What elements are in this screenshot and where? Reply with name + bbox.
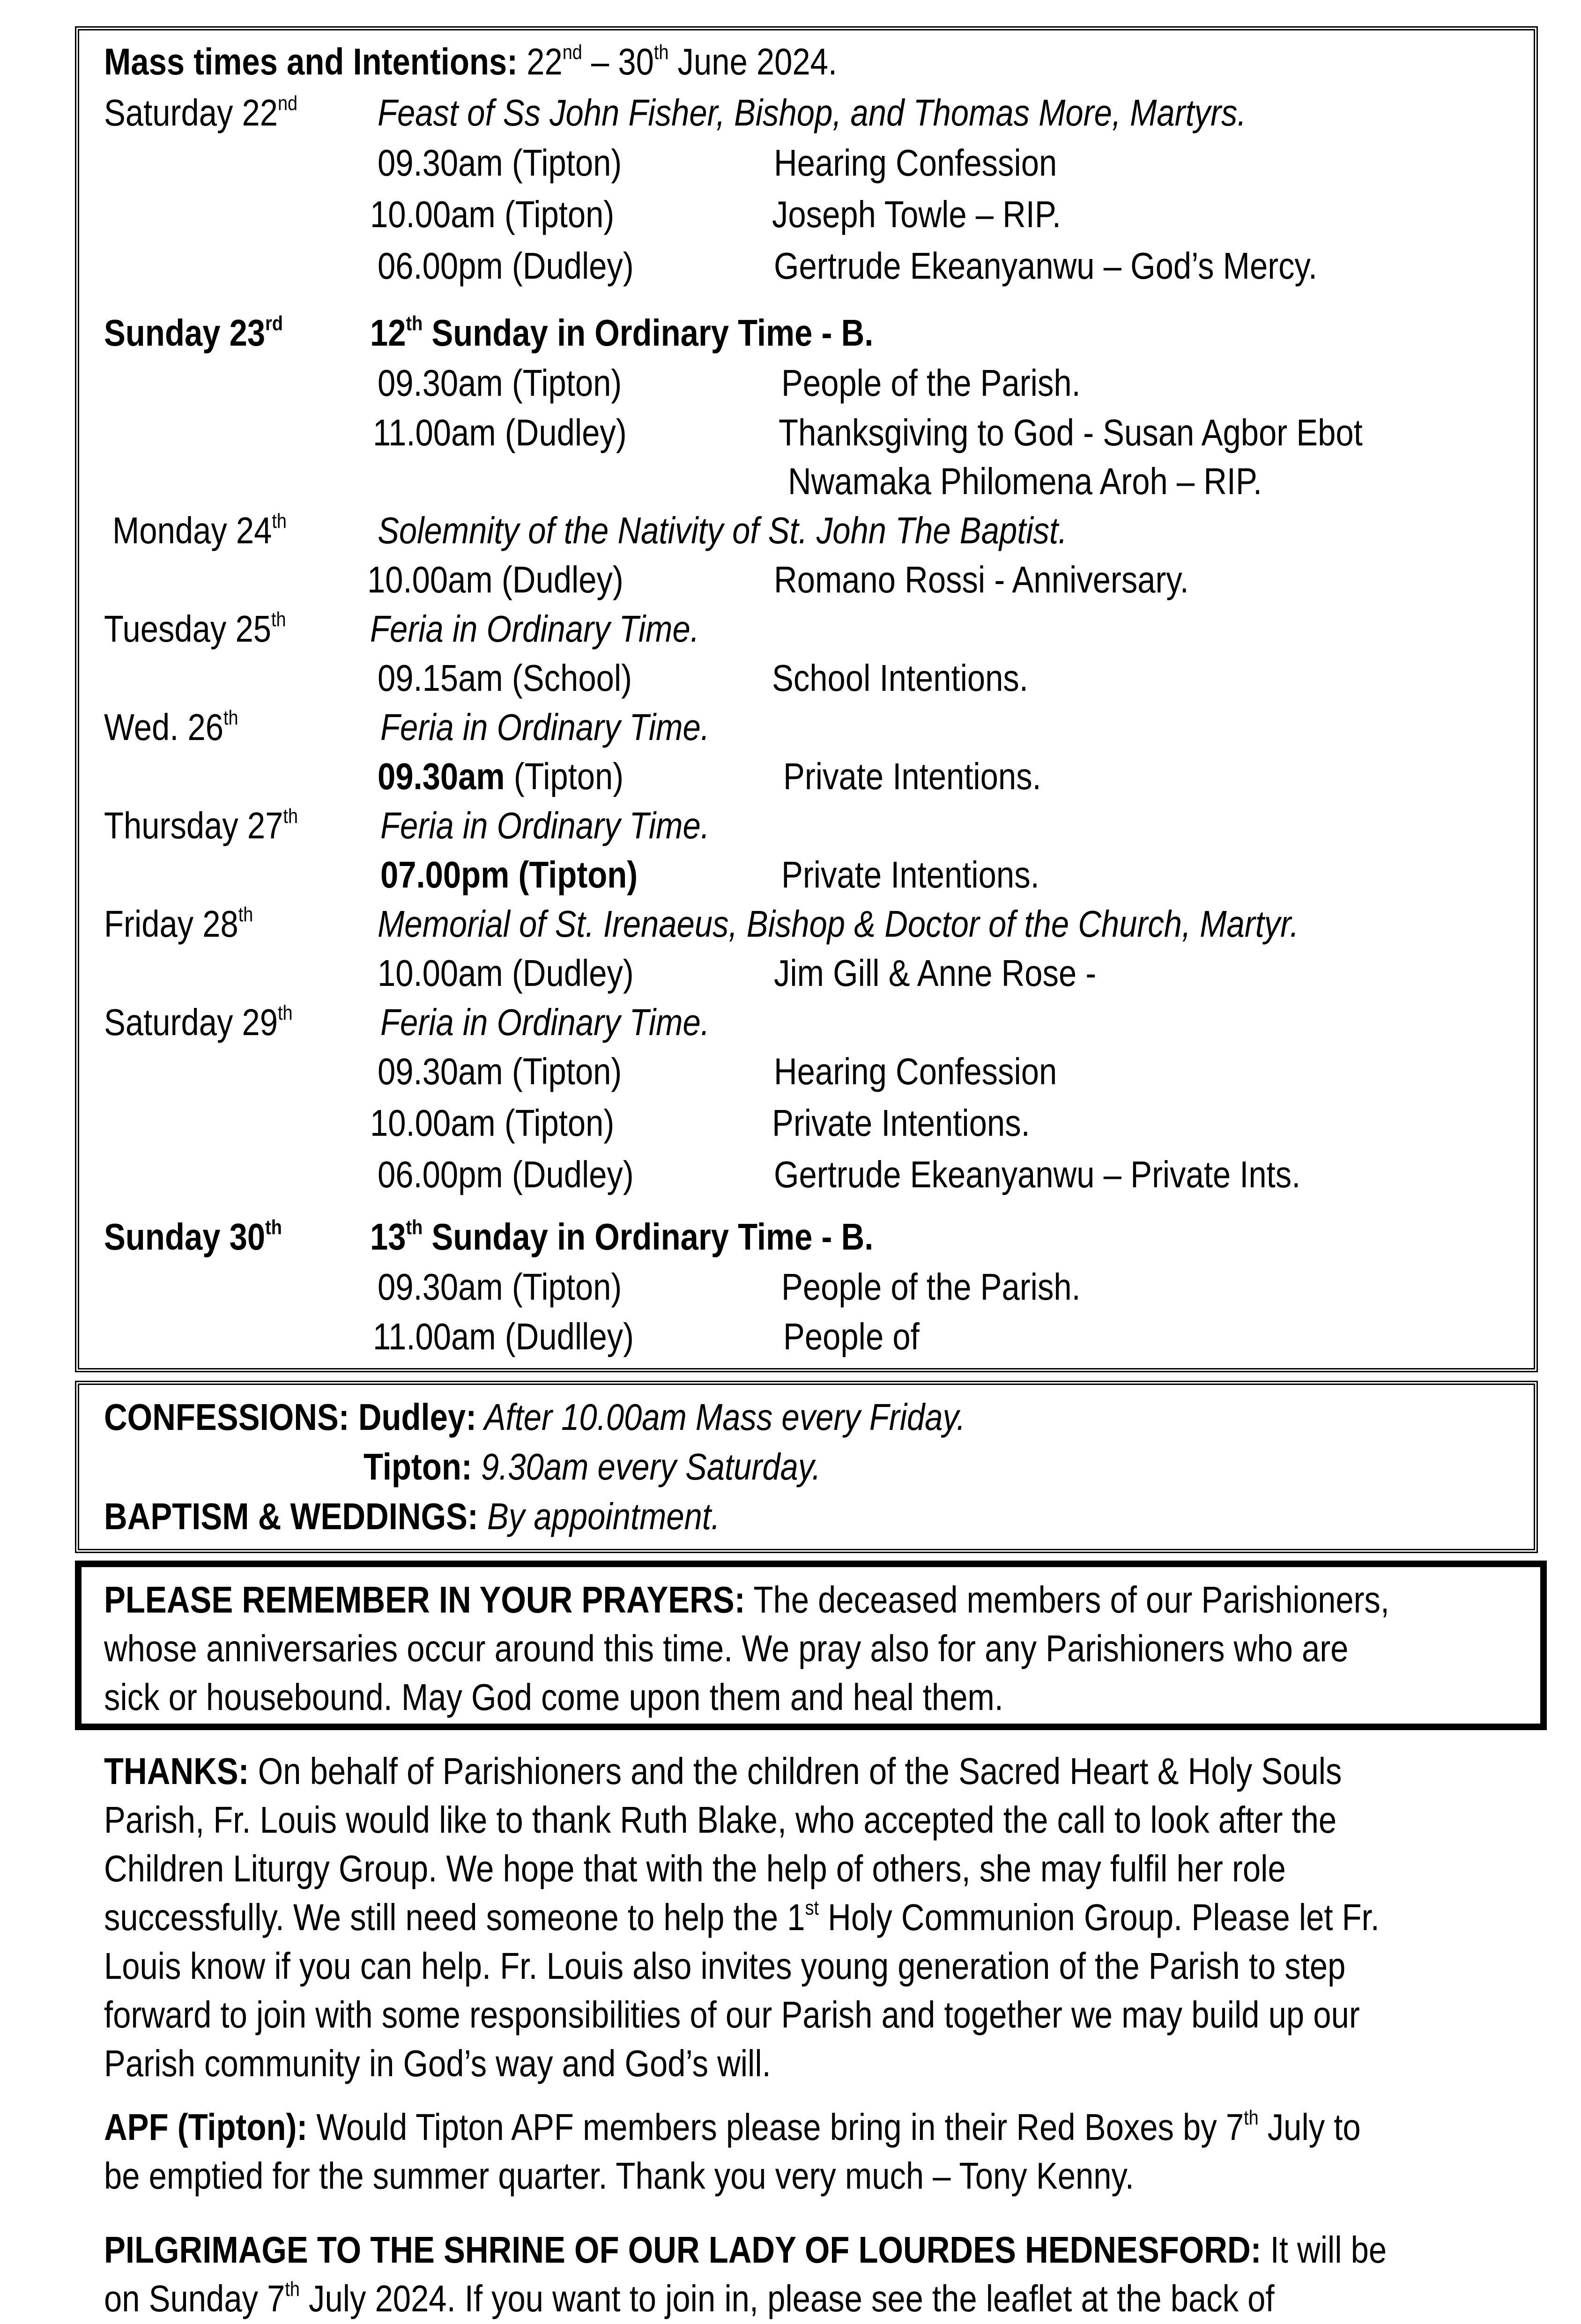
prayers-text: PLEASE REMEMBER IN YOUR PRAYERS: The deceased members of our Parishioners, whose anniversaries occur around this time. We pray also for any Parishioners who are sick or housebound. May God come upon them and heal them. [104,1579,1390,1718]
day-label: Friday 28th [104,903,253,945]
feast-title: Solemnity of the Nativity of St. John The Baptist. [378,510,1068,551]
day-label: Thursday 27th [104,805,298,846]
day-label: Sunday 30th [104,1216,282,1258]
day-label: Tuesday 25th [104,608,286,650]
mass-time: 10.00am (Dudley) [378,952,634,994]
day-label: Wed. 26th [104,706,238,748]
mass-intention: School Intentions. [772,657,1028,699]
mass-intention: Thanksgiving to God - Susan Agbor Ebot [779,412,1363,453]
mass-time: 11.00am (Dudley) [373,412,627,453]
feast-title: Feria in Ordinary Time. [380,1001,710,1043]
mass-intention: Private Intentions. [783,755,1041,797]
mass-time: 11.00am (Dudlley) [373,1316,634,1357]
baptism-line: BAPTISM & WEDDINGS: By appointment. [104,1495,720,1537]
mass-time: 09.15am (School) [378,657,632,699]
mass-time: 07.00pm (Tipton) [380,854,638,896]
mass-time: 09.30am (Tipton) [378,1266,622,1308]
confessions-line: CONFESSIONS: Dudley: After 10.00am Mass every Friday. [104,1396,965,1438]
mass-intention: Joseph Towle – RIP. [772,193,1061,235]
mass-time: 06.00pm (Dudley) [378,245,634,287]
mass-time: 09.30am (Tipton) [378,1051,622,1092]
mass-intention: Jim Gill & Anne Rose - [774,952,1097,994]
feast-title: Feria in Ordinary Time. [380,805,710,846]
mass-time: 09.30am (Tipton) [378,755,624,797]
mass-intention: Private Intentions. [781,854,1039,896]
mass-time: 09.30am (Tipton) [378,362,622,404]
mass-time: 10.00am (Dudley) [367,559,623,600]
mass-intention: Romano Rossi - Anniversary. [774,559,1189,600]
mass-intention: People of the Parish. [781,362,1081,404]
mass-intention: Gertrude Ekeanyanwu – Private Ints. [774,1154,1301,1195]
mass-time: 10.00am (Tipton) [370,193,615,235]
day-label: Sunday 23rd [104,312,283,354]
apf-paragraph: APF (Tipton): Would Tipton APF members please bring in their Red Boxes by 7th July to be emptied for the summer quarter. Thank you very much – Tony Kenny. [104,2106,1361,2197]
mass-intention: Hearing Confession [774,142,1057,184]
mass-intention: People of [783,1316,920,1357]
mass-time: 10.00am (Tipton) [370,1102,615,1144]
day-label: Monday 24th [112,510,287,551]
tipton-confessions-line: Tipton: 9.30am every Saturday. [364,1446,821,1488]
mass-intention: Gertrude Ekeanyanwu – God’s Mercy. [774,245,1317,287]
feast-title: 12th Sunday in Ordinary Time - B. [370,312,874,354]
day-label: Saturday 22nd [104,92,298,133]
mass-intention: People of the Parish. [781,1266,1081,1308]
feast-title: Feria in Ordinary Time. [370,608,699,650]
mass-time: 09.30am (Tipton) [378,142,622,184]
day-label: Saturday 29th [104,1001,293,1043]
mass-intention: Nwamaka Philomena Aroh – RIP. [788,460,1262,502]
mass-intention: Hearing Confession [774,1051,1057,1092]
thanks-paragraph: THANKS: On behalf of Parishioners and the children of the Sacred Heart & Holy Souls Parish, Fr. Louis would like to thank Ruth Blake, who accepted the call to look after the Children Liturgy Group. We hope that with the help of others, she may fulfil her role successfully. We still need someone to help the 1st Holy Communion Group. Please let Fr. Louis know if you can help. Fr. Louis also invites young generation of the Parish to step forward to join with some responsibilities of our Parish and together we may build up our Parish community in God’s way and God’s will. [104,1750,1380,2084]
feast-title: Memorial of St. Irenaeus, Bishop & Doctor of the Church, Martyr. [378,903,1299,945]
mass-heading: Mass times and Intentions: 22nd – 30th June 2024. [104,41,838,82]
pilgrimage-paragraph: PILGRIMAGE TO THE SHRINE OF OUR LADY OF LOURDES HEDNESFORD: It will be on Sunday 7th July 2024. If you want to join in, please see the leaflet at the back of [104,2229,1387,2319]
feast-title: Feria in Ordinary Time. [380,706,710,748]
mass-heading-label: Mass times and Intentions: [104,41,518,82]
feast-title: Feast of Ss John Fisher, Bishop, and Thomas More, Martyrs. [378,92,1247,133]
mass-time: 06.00pm (Dudley) [378,1154,634,1195]
mass-intention: Private Intentions. [772,1102,1030,1144]
feast-title: 13th Sunday in Ordinary Time - B. [370,1216,874,1258]
